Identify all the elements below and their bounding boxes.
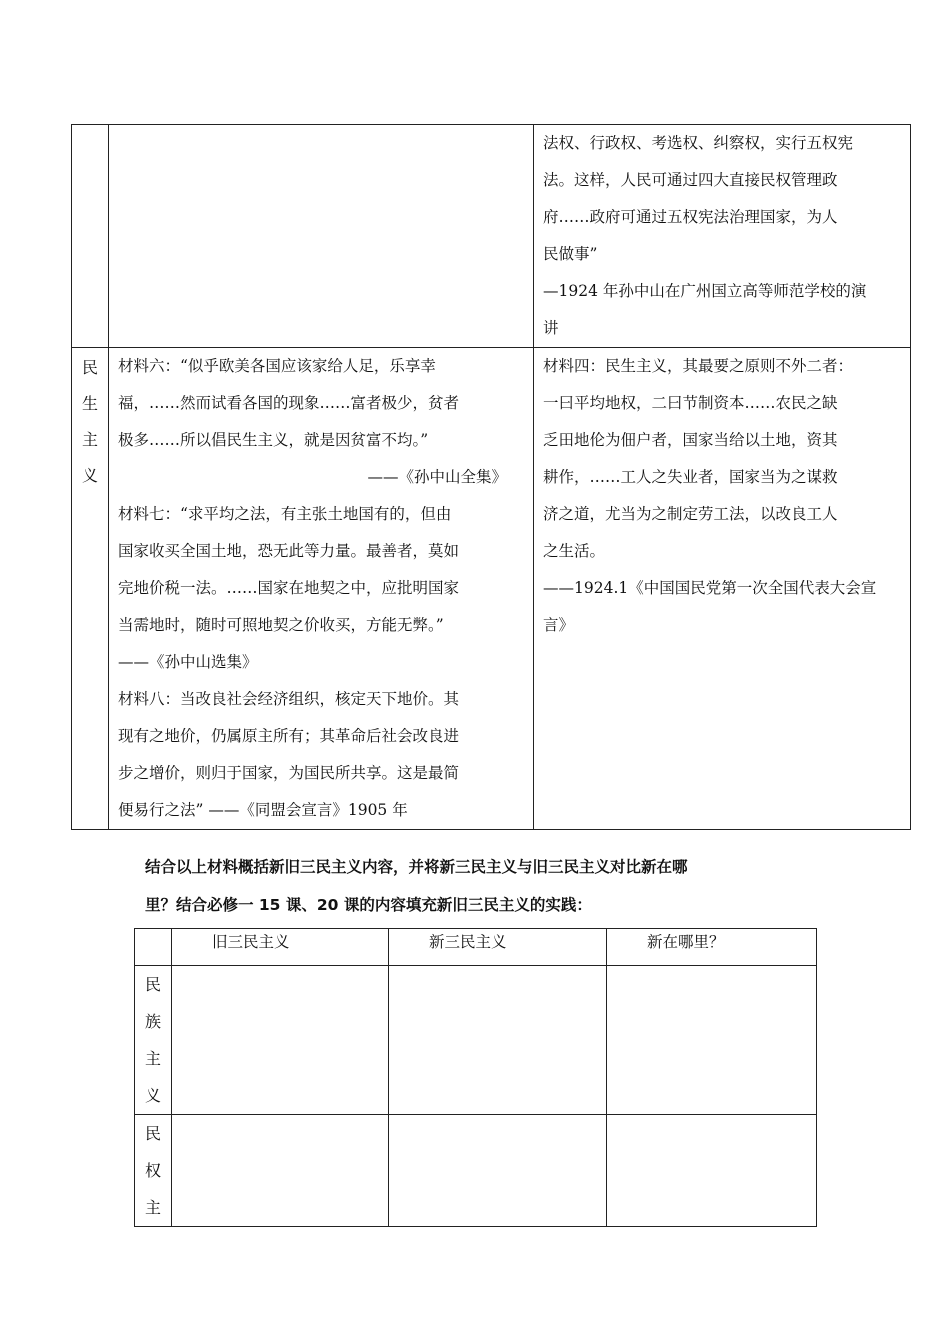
row-label-cell xyxy=(135,966,172,1115)
table-row xyxy=(135,1115,817,1227)
text-line: 乏田地伦为佃户者，国家当给以土地，资其 xyxy=(543,431,838,449)
label-char: 生 xyxy=(81,394,98,413)
table-row xyxy=(135,966,817,1115)
label-char: 主 xyxy=(144,1198,161,1217)
text-line: 济之道，尤当为之制定劳工法，以改良工人 xyxy=(543,505,838,523)
source-line: ——《孙中山全集》 xyxy=(367,468,507,486)
material-text xyxy=(534,125,910,347)
answer-cell[interactable] xyxy=(389,966,607,1115)
text-line: 完地价税一法。……国家在地契之中，应批明国家 xyxy=(118,579,460,597)
text-line: 福，……然而试看各国的现象……富者极少，贫者 xyxy=(118,394,460,412)
materials-table xyxy=(71,124,911,830)
label-char: 民 xyxy=(144,1124,161,1143)
row-label-cell xyxy=(72,348,109,830)
text-line: 国家收买全国土地，恐无此等力量。最善者，莫如 xyxy=(118,542,460,560)
text-line: 材料八：当改良社会经济组织，核定天下地价。其 xyxy=(118,690,460,708)
text-line: 一曰平均地权，二曰节制资本……农民之缺 xyxy=(543,394,838,412)
header-new-three-principles: 新三民主义 xyxy=(389,929,607,966)
text-line: 极多……所以倡民生主义，就是因贫富不均。” xyxy=(118,431,429,449)
header-old-three-principles: 旧三民主义 xyxy=(172,929,389,966)
answer-cell[interactable] xyxy=(172,1115,389,1227)
material-cell-left xyxy=(109,125,534,348)
material-text xyxy=(534,348,910,644)
comparison-table xyxy=(134,928,817,1227)
row-label-minzu xyxy=(135,966,171,1114)
text-line: 现有之地价，仍属原主所有；其革命后社会改良进 xyxy=(118,727,460,745)
source-line: ——《孙中山选集》 xyxy=(118,653,258,671)
text-line: 便易行之法” ——《同盟会宣言》1905 年 xyxy=(118,801,408,819)
answer-cell[interactable] xyxy=(607,966,817,1115)
question-text xyxy=(145,848,835,924)
header-whats-new: 新在哪里？ xyxy=(607,929,817,966)
row-label-minquan xyxy=(135,1115,171,1226)
text-line: 法。这样，人民可通过四大直接民权管理政 xyxy=(543,171,838,189)
table-row xyxy=(72,125,911,348)
label-char: 义 xyxy=(81,466,98,485)
text-line: 耕作，……工人之失业者，国家当为之谋救 xyxy=(543,468,838,486)
text-line: 材料六：“似乎欧美各国应该家给人足，乐享幸 xyxy=(118,357,436,375)
material-cell-right xyxy=(534,348,911,830)
text-line: 府……政府可通过五权宪法治理国家，为人 xyxy=(543,208,838,226)
row-label-cell xyxy=(72,125,109,348)
answer-cell[interactable] xyxy=(172,966,389,1115)
row-label-minsheng xyxy=(72,348,108,494)
label-char: 权 xyxy=(144,1161,161,1180)
source-line: —1924 年孙中山在广州国立高等师范学校的演 xyxy=(543,282,867,300)
row-label-cell xyxy=(135,1115,172,1227)
label-char: 族 xyxy=(144,1012,161,1031)
text-line: 当需地时，随时可照地契之价收买，方能无弊。” xyxy=(118,616,444,634)
answer-cell[interactable] xyxy=(607,1115,817,1227)
label-char: 义 xyxy=(144,1086,161,1105)
table-header-row xyxy=(135,929,817,966)
source-line: 讲 xyxy=(543,319,559,337)
source-line: ——1924.1《中国国民党第一次全国代表大会宣 xyxy=(543,579,877,597)
label-char: 民 xyxy=(144,975,161,994)
material-cell-right xyxy=(534,125,911,348)
text-line: 法权、行政权、考选权、纠察权，实行五权宪 xyxy=(543,134,854,152)
label-char: 主 xyxy=(81,430,98,449)
question-line: 里？结合必修一 15 课、20 课的内容填充新旧三民主义的实践： xyxy=(145,896,592,914)
material-cell-left xyxy=(109,348,534,830)
label-char: 民 xyxy=(81,358,98,377)
text-line: 材料七：“求平均之法，有主张土地国有的，但由 xyxy=(118,505,452,523)
text-line: 之生活。 xyxy=(543,542,606,560)
material-text xyxy=(109,348,533,829)
answer-cell[interactable] xyxy=(389,1115,607,1227)
text-line: 民做事” xyxy=(543,245,598,263)
text-line: 步之增价，则归于国家，为国民所共享。这是最简 xyxy=(118,764,460,782)
text-line: 材料四：民生主义，其最要之原则不外二者： xyxy=(543,357,854,375)
label-char: 主 xyxy=(144,1049,161,1068)
table-row xyxy=(72,348,911,830)
corner-cell xyxy=(135,929,172,966)
source-line: 言》 xyxy=(543,616,575,634)
question-line: 结合以上材料概括新旧三民主义内容，并将新三民主义与旧三民主义对比新在哪 xyxy=(145,858,688,876)
